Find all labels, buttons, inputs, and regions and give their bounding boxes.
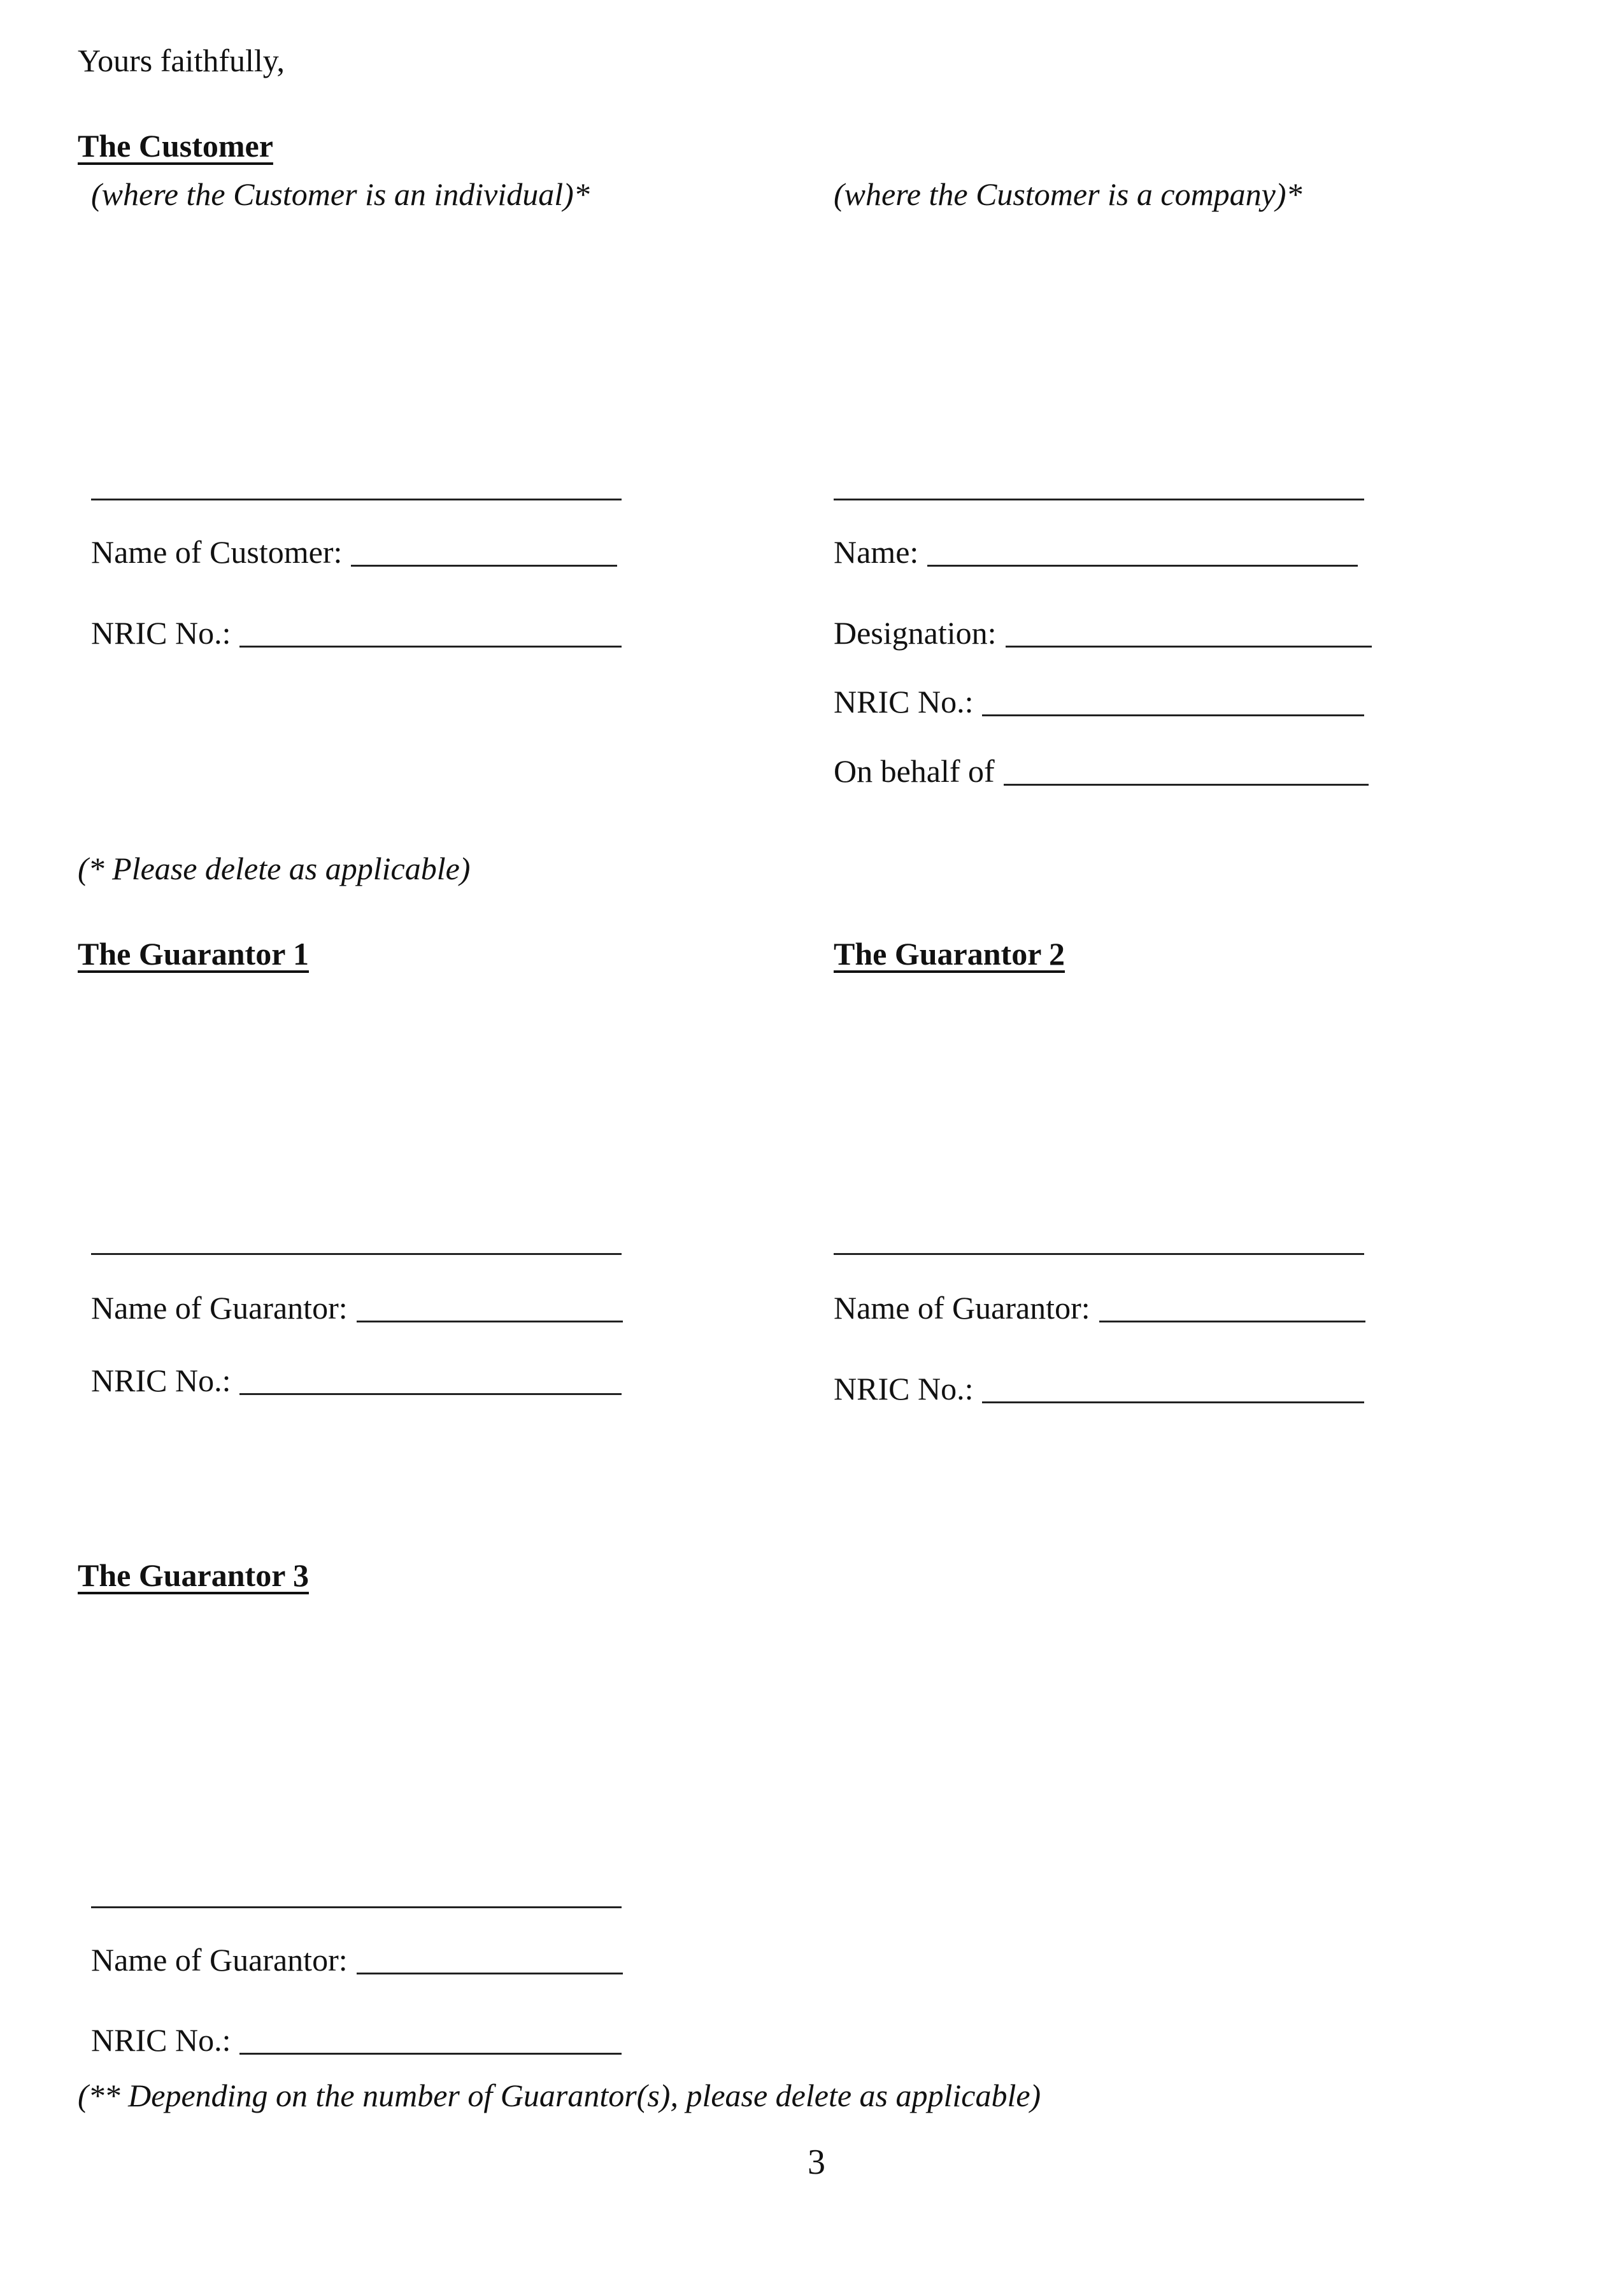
guarantor-1-nric-blank[interactable] — [239, 1393, 622, 1395]
company-name-field[interactable] — [834, 536, 1358, 568]
customer-individual-signature-line[interactable] — [91, 499, 622, 500]
customer-nric-label: NRIC No.: — [91, 615, 231, 651]
guarantor-note: (** Depending on the number of Guarantor(s), please delete as applicable) — [78, 2078, 1041, 2113]
guarantor-3-signature-line[interactable] — [91, 1906, 622, 1908]
customer-company-signature-line[interactable] — [834, 499, 1364, 500]
guarantor-3-nric-label: NRIC No.: — [91, 2022, 231, 2058]
delete-note: (* Please delete as applicable) — [78, 851, 471, 886]
customer-nric-field[interactable] — [91, 617, 622, 649]
guarantor-2-name-blank[interactable] — [1099, 1321, 1365, 1322]
customer-name-label: Name of Customer: — [91, 534, 343, 570]
guarantor-3-nric-blank[interactable] — [239, 2053, 622, 2055]
company-designation-blank[interactable] — [1006, 646, 1372, 648]
customer-individual-note: (where the Customer is an individual)* — [91, 176, 590, 212]
customer-heading: The Customer — [78, 128, 273, 164]
customer-company-note: (where the Customer is a company)* — [834, 176, 1302, 212]
guarantor-3-name-field[interactable] — [91, 1944, 623, 1976]
customer-name-blank[interactable] — [351, 565, 617, 567]
guarantor-1-heading: The Guarantor 1 — [78, 936, 309, 972]
company-designation-label: Designation: — [834, 615, 997, 651]
company-behalf-field[interactable] — [834, 755, 1369, 787]
closing-text: Yours faithfully, — [78, 43, 285, 78]
guarantor-3-name-label: Name of Guarantor: — [91, 1942, 348, 1978]
guarantor-2-name-field[interactable] — [834, 1292, 1365, 1324]
guarantor-1-signature-line[interactable] — [91, 1253, 622, 1255]
guarantor-2-name-label: Name of Guarantor: — [834, 1290, 1090, 1326]
company-nric-label: NRIC No.: — [834, 684, 974, 719]
guarantor-2-signature-line[interactable] — [834, 1253, 1364, 1255]
page-number: 3 — [808, 2143, 825, 2182]
customer-name-field[interactable] — [91, 536, 617, 568]
company-name-blank[interactable] — [927, 565, 1358, 567]
guarantor-1-nric-label: NRIC No.: — [91, 1363, 231, 1398]
guarantor-2-nric-label: NRIC No.: — [834, 1371, 974, 1407]
company-behalf-label: On behalf of — [834, 753, 995, 789]
company-behalf-blank[interactable] — [1004, 784, 1369, 786]
guarantor-1-nric-field[interactable] — [91, 1364, 622, 1396]
guarantor-1-name-blank[interactable] — [357, 1321, 623, 1322]
company-nric-blank[interactable] — [982, 714, 1364, 716]
guarantor-3-nric-field[interactable] — [91, 2024, 622, 2056]
guarantor-2-heading: The Guarantor 2 — [834, 936, 1065, 972]
guarantor-2-nric-field[interactable] — [834, 1373, 1364, 1405]
guarantor-3-heading: The Guarantor 3 — [78, 1557, 309, 1593]
guarantor-1-name-label: Name of Guarantor: — [91, 1290, 348, 1326]
guarantor-3-name-blank[interactable] — [357, 1973, 623, 1974]
company-nric-field[interactable] — [834, 686, 1364, 718]
company-designation-field[interactable] — [834, 617, 1372, 649]
company-name-label: Name: — [834, 534, 919, 570]
guarantor-1-name-field[interactable] — [91, 1292, 623, 1324]
customer-nric-blank[interactable] — [239, 646, 622, 648]
guarantor-2-nric-blank[interactable] — [982, 1401, 1364, 1403]
